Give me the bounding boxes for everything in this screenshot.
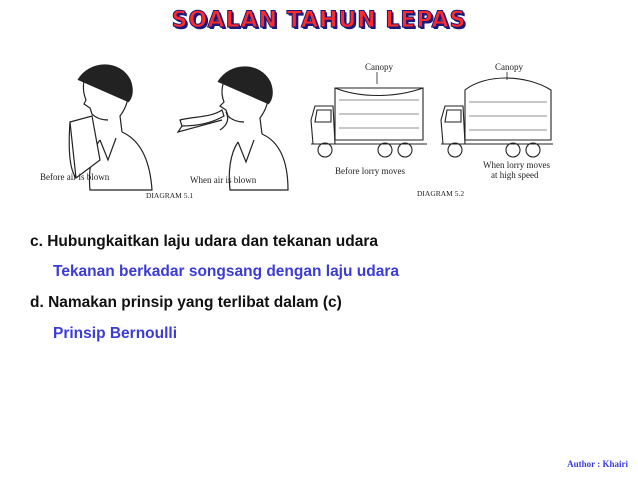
answer-d: Prinsip Bernoulli <box>53 325 178 342</box>
question-d: d. Namakan prinsip yang terlibat dalam (c) <box>30 294 342 311</box>
author-credit: Author : Khairi <box>567 459 628 469</box>
slide-title: SOALAN TAHUN LEPAS <box>171 8 467 33</box>
diagram-5-1 <box>30 50 290 210</box>
question-c: c. Hubungkaitkan laju udara dan tekanan udara <box>30 233 378 250</box>
lorry-moving-illustration <box>441 78 553 157</box>
answer-c: Tekanan berkadar songsang dengan laju udara <box>53 263 399 280</box>
diagram-5-2-label: DIAGRAM 5.2 <box>417 189 465 198</box>
caption-after-blow: When air is blown <box>190 175 257 185</box>
caption-before-lorry: Before lorry moves <box>335 166 405 176</box>
caption-before-blow: Before air is blown <box>40 172 110 182</box>
lorry-before-illustration <box>311 88 427 157</box>
canopy-label-before: Canopy <box>365 62 393 72</box>
caption-after-lorry-1: When lorry moves <box>483 160 550 170</box>
caption-after-lorry-2: at high speed <box>491 170 539 180</box>
diagram-5-2 <box>305 50 555 210</box>
diagram-5-1-label: DIAGRAM 5.1 <box>146 191 194 200</box>
canopy-label-after: Canopy <box>495 62 523 72</box>
person-blowing-illustration <box>178 67 288 190</box>
